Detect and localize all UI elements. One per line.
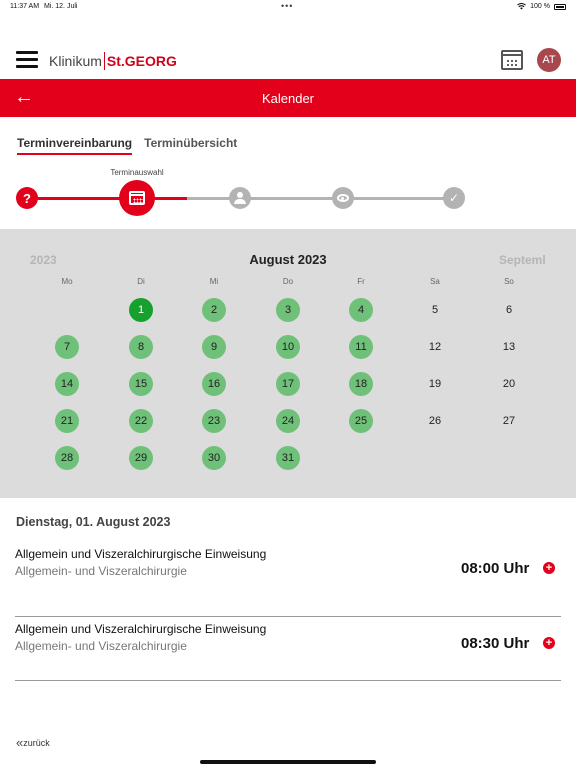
calendar-day[interactable]: 21: [55, 409, 79, 433]
battery-icon: [554, 4, 566, 10]
current-month-label: August 2023: [249, 252, 327, 267]
app-header: [0, 44, 576, 78]
calendar-day[interactable]: 2: [202, 298, 226, 322]
page-title: Kalender: [261, 91, 315, 106]
weekday-label: Sa: [430, 277, 440, 286]
status-bar: [0, 0, 576, 14]
eye-icon: [337, 194, 349, 202]
status-date: Mi. 12. Juli: [44, 3, 78, 10]
klinikum-logo: [49, 52, 177, 70]
battery-percent: 100 %: [530, 3, 550, 10]
back-arrow-icon[interactable]: ←: [14, 86, 34, 108]
weekday-label: Do: [282, 277, 294, 286]
slot-time: 08:00 Uhr: [461, 560, 530, 577]
weekday-label: Mo: [61, 277, 73, 286]
wifi-icon: [517, 3, 526, 10]
menu-icon[interactable]: [16, 51, 38, 69]
calendar-day[interactable]: 23: [202, 409, 226, 433]
calendar-day[interactable]: 10: [276, 335, 300, 359]
tab-terminuebersicht[interactable]: Terminübersicht: [144, 136, 238, 150]
next-month-label[interactable]: Septeml: [499, 253, 546, 267]
weekday-label: Di: [137, 277, 145, 286]
multitask-dots[interactable]: •••: [281, 1, 294, 11]
calendar-day: 5: [431, 304, 439, 316]
weekday-label: So: [504, 277, 514, 286]
calendar-day: 26: [428, 415, 442, 427]
calendar-day[interactable]: 4: [349, 298, 373, 322]
step-question[interactable]: [16, 187, 38, 209]
calendar-day: 19: [428, 378, 442, 390]
calendar-day: 27: [502, 415, 516, 427]
stepper-progress-line: [27, 197, 187, 200]
prev-month-label[interactable]: 2023: [30, 253, 57, 267]
avatar[interactable]: AT: [537, 48, 561, 72]
calendar: [0, 229, 576, 498]
calendar-day[interactable]: 14: [55, 372, 79, 396]
tab-bar: [17, 136, 237, 155]
slot-time: 08:30 Uhr: [461, 635, 530, 652]
calendar-day[interactable]: 11: [349, 335, 373, 359]
step-calendar[interactable]: [119, 180, 155, 216]
calendar-day[interactable]: 9: [202, 335, 226, 359]
calendar-day: 13: [502, 341, 516, 353]
calendar-day[interactable]: 25: [349, 409, 373, 433]
calendar-day[interactable]: 7: [55, 335, 79, 359]
step-review[interactable]: [332, 187, 354, 209]
calendar-day[interactable]: 3: [276, 298, 300, 322]
calendar-day[interactable]: 29: [129, 446, 153, 470]
calendar-day: 20: [502, 378, 516, 390]
slot-title: Allgemein und Viszeralchirurgische Einweisung: [15, 547, 267, 561]
step-confirm[interactable]: [443, 187, 465, 209]
appointment-slot[interactable]: [15, 622, 561, 681]
stepper-remaining-line: [187, 197, 453, 200]
calendar-day[interactable]: 22: [129, 409, 153, 433]
weekday-label: Fr: [357, 277, 365, 286]
slot-subtitle: Allgemein- und Viszeralchirurgie: [15, 639, 187, 653]
calendar-day: 6: [505, 304, 513, 316]
tab-terminvereinbarung[interactable]: Terminvereinbarung: [17, 136, 132, 155]
calendar-icon[interactable]: [501, 50, 523, 70]
calendar-day[interactable]: 18: [349, 372, 373, 396]
person-icon: [234, 192, 246, 204]
home-indicator[interactable]: [200, 760, 376, 764]
back-link[interactable]: [16, 735, 50, 750]
check-icon: ✓: [448, 191, 460, 205]
double-chevron-left-icon: «: [16, 735, 21, 750]
weekday-label: Mi: [209, 277, 219, 286]
calendar-day[interactable]: 1: [129, 298, 153, 322]
step-person[interactable]: [229, 187, 251, 209]
calendar-day[interactable]: 15: [129, 372, 153, 396]
calendar-day[interactable]: 31: [276, 446, 300, 470]
calendar-icon: [129, 191, 145, 205]
appointment-slot[interactable]: [15, 547, 561, 617]
logo-brand: St.GEORG: [106, 53, 177, 69]
add-icon[interactable]: +: [543, 562, 555, 574]
title-bar: [0, 79, 576, 117]
calendar-day[interactable]: 16: [202, 372, 226, 396]
calendar-day[interactable]: 28: [55, 446, 79, 470]
back-link-label: zurück: [23, 737, 50, 748]
calendar-day[interactable]: 30: [202, 446, 226, 470]
add-icon[interactable]: +: [543, 637, 555, 649]
calendar-day[interactable]: 24: [276, 409, 300, 433]
status-time: 11:37 AM: [10, 3, 40, 10]
calendar-day[interactable]: 17: [276, 372, 300, 396]
slot-title: Allgemein und Viszeralchirurgische Einweisung: [15, 622, 267, 636]
status-right: [517, 3, 566, 10]
slot-subtitle: Allgemein- und Viszeralchirurgie: [15, 564, 187, 578]
question-icon: ?: [23, 190, 31, 206]
logo-prefix: Klinikum: [49, 53, 102, 69]
calendar-day[interactable]: 8: [129, 335, 153, 359]
calendar-day: 12: [428, 341, 442, 353]
step-current-label: Terminauswahl: [110, 168, 164, 177]
selected-date-heading: Dienstag, 01. August 2023: [16, 515, 171, 529]
